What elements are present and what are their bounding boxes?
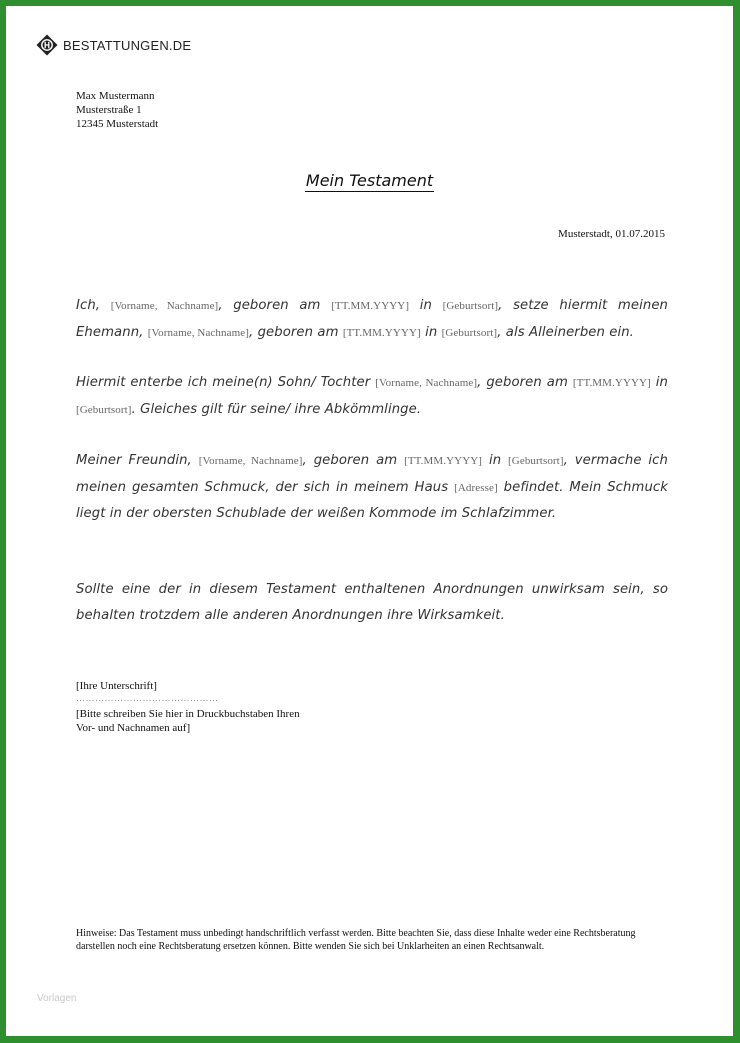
placeholder-address: [Adresse] [454,481,498,494]
text-segment: in [650,375,669,390]
text-segment: , geboren am [249,324,343,340]
text-segment: in [482,453,509,468]
text-segment: Ich, [76,298,111,313]
document-page [6,6,733,1036]
placeholder-birthplace: [Geburtsort] [441,326,498,339]
paragraph-severability: Sollte eine der in diesem Testament enthaltenen Anordnungen unwirksam sein, so behalten trotzdem alle anderen Anordnungen ihre Wirksamkeit. [76,582,668,623]
text-segment: in [409,298,443,313]
text-segment: , geboren am [218,298,332,313]
placeholder-name: [Vorname, Nachname] [147,326,249,339]
text-segment: in [420,324,442,340]
placeholder-name: [Vorname, Nachname] [375,377,478,389]
text-segment: , setze hiermit meinen Ehemann, [76,298,668,340]
text-segment: , geboren am [477,375,573,390]
text-segment: . Gleiches gilt für seine/ ihre Abkömmlinge. [131,401,422,417]
placeholder-birthplace: [Geburtsort] [508,455,564,467]
sender-street: Musterstraße 1 [76,104,142,116]
text-segment: , vermache ich meinen gesamten Schmuck, der sich in meinem Haus [76,453,668,495]
placeholder-date: [TT.MM.YYYY] [404,455,483,467]
text-segment: Hiermit enterbe ich meine(n) Sohn/ Tochter [76,375,376,390]
title-text: Mein Testament [305,171,434,190]
text-segment: Meiner Freundin, [76,453,199,468]
paragraph-disinherit [76,370,668,423]
brand-logo[interactable] [36,34,191,56]
document-title [6,171,733,191]
paragraph-bequest [76,448,668,527]
placeholder-date: [TT.MM.YYYY] [572,377,651,389]
sender-name: Max Mustermann [76,90,155,102]
document-date: Musterstadt, 01.07.2015 [558,228,665,240]
placeholder-name: [Vorname, Nachname] [110,300,219,312]
text-segment: , geboren am [302,453,405,468]
placeholder-date: [TT.MM.YYYY] [342,326,421,339]
placeholder-birthplace: [Geburtsort] [76,403,132,416]
sender-city: 12345 Musterstadt [76,118,159,130]
placeholder-name: [Vorname, Nachname] [198,455,303,467]
signature-block [76,679,300,735]
signature-instruction-line1: [Bitte schreiben Sie hier in Druckbuchstaben Ihren [76,708,300,720]
placeholder-birthplace: [Geburtsort] [442,300,499,312]
sender-address [76,89,158,131]
bestattungen-logo-icon [36,34,58,56]
watermark: Vorlagen [37,993,77,1004]
signature-label: [Ihre Unterschrift] [76,680,157,692]
text-segment: , als Alleinerben ein. [497,324,634,340]
legal-notice: Hinweise: Das Testament muss unbedingt handschriftlich verfasst werden. Bitte beachten Sie, dass diese Inhalte weder eine Rechtsberatung darstellen noch eine Rechtsberatung ersetzen können. Bitte wenden Sie sich bei Unklarheiten an einen Rechtsanwalt. [76,928,636,952]
text-segment: befindet. Mein Schmuck liegt in der obersten Schublade der weißen Kommode im Schlafzimmer. [76,479,668,522]
placeholder-date: [TT.MM.YYYY] [331,300,410,312]
signature-instruction-line2: Vor- und Nachnamen auf] [76,722,191,734]
signature-line: ……………………………………… [76,693,219,703]
paragraph-heir [76,293,668,346]
brand-name: BESTATTUNGEN.DE [63,37,192,53]
